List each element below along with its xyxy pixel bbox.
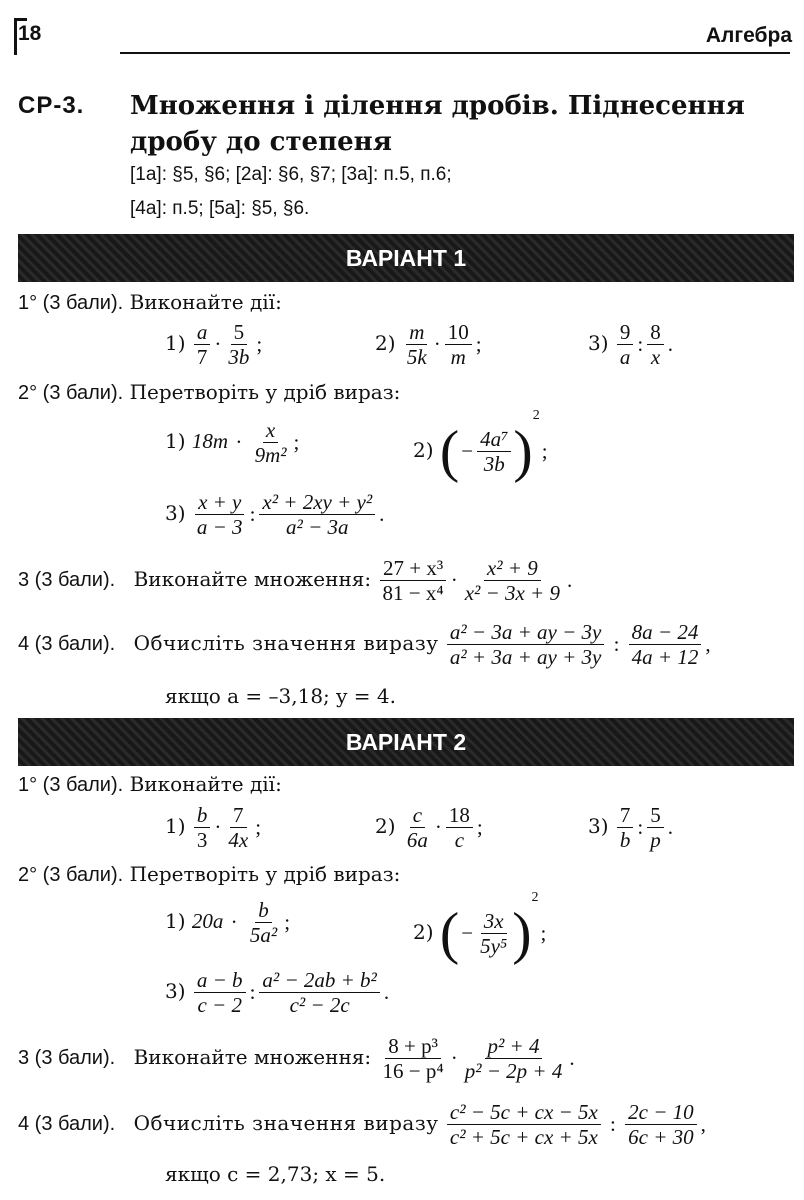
v1-task-1-item-1: 1) $\frac{a}{7}$ · $\frac{5}{3b}$ ; (165, 320, 263, 370)
v1-task-4: 4 (3 бали). Обчисліть значення виразу $\frac{\text{a² − 3a + ay − 3y}}{\text{a² + 3a + ay + 3y}}$ : $\frac{8a - 24}{4a + 12}$ , (18, 620, 711, 670)
task-label: 1° (3 бали). (18, 292, 124, 314)
item-number: 3) (588, 331, 609, 356)
item-number: 2) (375, 331, 396, 356)
v2-task-3: 3 (3 бали). Виконайте множення: $\frac{\text{8 + p³}}{\text{16 − p⁴}}$ · $\frac{\text{p² + 4}}{\text{p² − 2p + 4}}$ . (18, 1034, 575, 1084)
v1-task-2-item-1: 1) 18m · $\frac{x}{\text{9m²}}$ ; (165, 418, 300, 468)
item-number: 1) (165, 429, 186, 454)
variant-2-banner: ВАРІАНТ 2 (18, 718, 794, 766)
v2-task-1-item-2: 2) $\frac{c}{6a}$ · $\frac{18}{c}$ ; (375, 803, 483, 853)
task-text: Виконайте дії: (129, 772, 282, 796)
item-number: 3) (165, 501, 186, 526)
v2-task-1-item-3: 3) $\frac{7}{b}$ : $\frac{5}{p}$ . (588, 803, 673, 853)
v2-task-2-item-2: 2) (− $\frac{3x}{\text{5y⁵}}$ )$^2$; (413, 890, 547, 966)
item-number: 3) (588, 814, 609, 839)
task-label: 3 (3 бали). (18, 569, 116, 592)
task-label: 4 (3 бали). (18, 1113, 116, 1136)
work-code: СР-3. (18, 92, 85, 119)
v2-task-4-condition: якщо c = 2,73; x = 5. (165, 1162, 386, 1186)
v2-task-1-item-1: 1) $\frac{b}{3}$ · $\frac{7}{4x}$ ; (165, 803, 262, 853)
header-rule (120, 52, 790, 54)
item-number: 2) (375, 814, 396, 839)
variant-1-banner: ВАРІАНТ 1 (18, 234, 794, 282)
v2-task-2-item-3: 3) $\frac{a - b}{c - 2}$ : $\frac{\text{a² − 2ab + b²}}{\text{c² − 2c}}$ . (165, 968, 390, 1018)
work-title: Множення і ділення дробів. Піднесення дробу до степеня (130, 91, 745, 157)
task-text: Обчисліть значення виразу (133, 1111, 439, 1136)
refs-line-2: [4a]: п.5; [5a]: §5, §6. (130, 198, 310, 219)
task-text: Перетворіть у дріб вираз: (129, 380, 401, 404)
task-text: Виконайте множення: (133, 1045, 372, 1070)
task-text: Обчисліть значення виразу (133, 631, 439, 656)
task-text: Виконайте множення: (133, 567, 372, 592)
v1-task-4-condition: якщо a = –3,18; y = 4. (165, 684, 396, 708)
item-number: 2) (413, 920, 434, 944)
v1-task-1-item-2: 2) $\frac{m}{5k}$ · $\frac{10}{m}$ ; (375, 320, 482, 370)
v1-task-1-item-3: 3) $\frac{9}{a}$ : $\frac{8}{x}$ . (588, 320, 673, 370)
task-label: 1° (3 бали). (18, 774, 124, 796)
v1-task-2-item-3: 3) $\frac{x + y}{a - 3}$ : $\frac{\text{x² + 2xy + y²}}{\text{a² − 3a}}$ . (165, 490, 385, 540)
subject-title: Алгебра (705, 24, 792, 47)
v1-task-2-heading (18, 380, 400, 405)
task-label: 4 (3 бали). (18, 633, 116, 656)
v1-task-3: 3 (3 бали). Виконайте множення: $\frac{\text{27 + x³}}{\text{81 − x⁴}}$ · $\frac{\text{x² + 9}}{\text{x² − 3x + 9}}$ . (18, 556, 573, 606)
item-number: 2) (413, 438, 434, 462)
task-label: 2° (3 бали). (18, 382, 124, 404)
task-text: Виконайте дії: (129, 290, 282, 314)
task-text: Перетворіть у дріб вираз: (129, 862, 401, 886)
v2-task-2-heading (18, 862, 400, 887)
v1-task-2-item-2: 2) (− $\frac{\text{4a⁷}}{3b}$ )$^2$; (413, 408, 548, 484)
refs-line-1: [1a]: §5, §6; [2a]: §6, §7; [3a]: п.5, п.6; (130, 164, 452, 185)
item-number: 1) (165, 814, 186, 839)
v2-task-2-item-1: 1) 20a · $\frac{b}{\text{5a²}}$ ; (165, 898, 291, 948)
item-number: 1) (165, 331, 186, 356)
item-number: 3) (165, 979, 186, 1004)
page-number: 18 (18, 22, 42, 45)
v2-task-4: 4 (3 бали). Обчисліть значення виразу $\frac{\text{c² − 5c + cx − 5x}}{\text{c² + 5c + cx + 5x}}$ : $\frac{2c - 10}{6c + 30}$ , (18, 1100, 706, 1150)
task-label: 3 (3 бали). (18, 1047, 116, 1070)
task-label: 2° (3 бали). (18, 864, 124, 886)
v1-task-1-heading (18, 290, 282, 315)
v2-task-1-heading (18, 772, 282, 797)
item-number: 1) (165, 909, 186, 934)
